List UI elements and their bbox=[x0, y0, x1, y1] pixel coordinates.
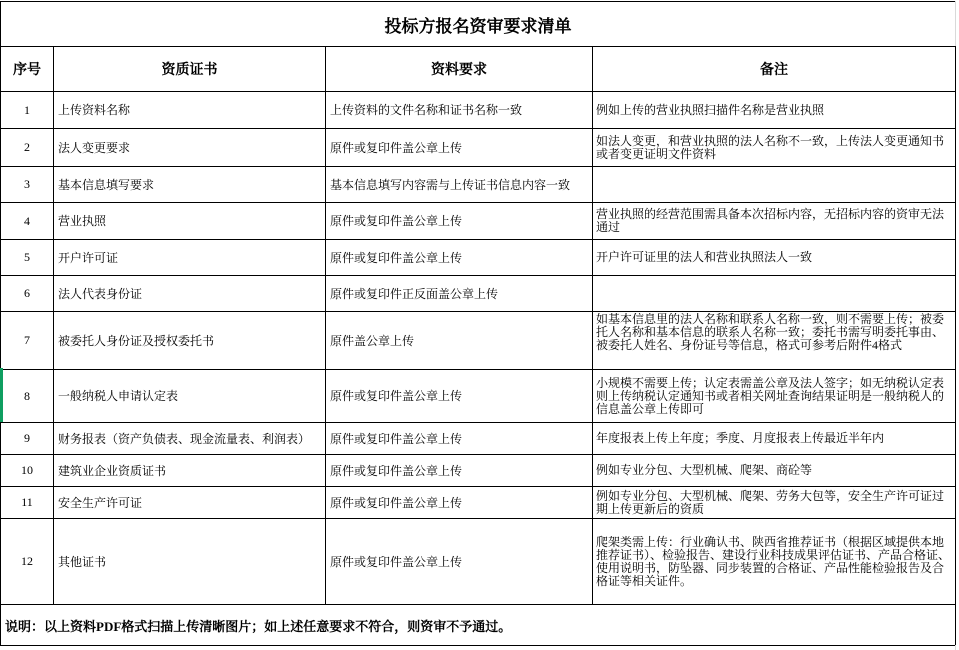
row-7-seq[interactable]: 7 bbox=[1, 312, 54, 370]
table-row bbox=[1, 240, 956, 276]
row-7-note[interactable] bbox=[593, 312, 956, 370]
row-2-cert[interactable]: 法人变更要求 bbox=[54, 129, 326, 167]
row-12-req[interactable]: 原件或复印件盖公章上传 bbox=[326, 519, 593, 605]
table-row bbox=[1, 129, 956, 167]
table-row bbox=[1, 203, 956, 240]
row-5-note[interactable]: 开户许可证里的法人和营业执照法人一致 bbox=[593, 240, 956, 276]
row-11-note[interactable]: 例如专业分包、大型机械、爬架、劳务大包等，安全生产许可证过期上传更新后的资质 bbox=[593, 487, 956, 519]
selected-cell-marker bbox=[0, 368, 3, 422]
footer-row bbox=[1, 605, 956, 646]
row-4-req[interactable]: 原件或复印件盖公章上传 bbox=[326, 203, 593, 240]
table-row bbox=[1, 167, 956, 203]
row-10-seq[interactable]: 10 bbox=[1, 455, 54, 487]
row-4-cert[interactable]: 营业执照 bbox=[54, 203, 326, 240]
requirements-table bbox=[0, 1, 956, 646]
row-6-seq[interactable]: 6 bbox=[1, 276, 54, 312]
row-10-cert[interactable]: 建筑业企业资质证书 bbox=[54, 455, 326, 487]
header-cert[interactable]: 资质证书 bbox=[54, 47, 326, 92]
row-6-cert[interactable]: 法人代表身份证 bbox=[54, 276, 326, 312]
row-3-note[interactable] bbox=[593, 167, 956, 203]
row-11-cert[interactable]: 安全生产许可证 bbox=[54, 487, 326, 519]
row-11-req[interactable]: 原件或复印件盖公章上传 bbox=[326, 487, 593, 519]
row-2-note[interactable]: 如法人变更，和营业执照的法人名称不一致，上传法人变更通知书或者变更证明文件资料 bbox=[593, 129, 956, 167]
row-2-req[interactable]: 原件或复印件盖公章上传 bbox=[326, 129, 593, 167]
table-row bbox=[1, 276, 956, 312]
table-row bbox=[1, 455, 956, 487]
header-req[interactable]: 资料要求 bbox=[326, 47, 593, 92]
title-row bbox=[1, 2, 956, 47]
row-12-cert[interactable]: 其他证书 bbox=[54, 519, 326, 605]
table-row bbox=[1, 92, 956, 129]
page-title[interactable]: 投标方报名资审要求清单 bbox=[1, 2, 956, 47]
row-12-seq[interactable]: 12 bbox=[1, 519, 54, 605]
row-11-seq[interactable]: 11 bbox=[1, 487, 54, 519]
row-8-req[interactable]: 原件或复印件盖公章上传 bbox=[326, 370, 593, 423]
row-8-cert[interactable]: 一般纳税人申请认定表 bbox=[54, 370, 326, 423]
table-row bbox=[1, 312, 956, 370]
gridline-stub bbox=[955, 645, 956, 650]
row-6-req[interactable]: 原件或复印件正反面盖公章上传 bbox=[326, 276, 593, 312]
row-9-seq[interactable]: 9 bbox=[1, 423, 54, 455]
footer-note[interactable]: 说明：以上资料PDF格式扫描上传清晰图片；如上述任意要求不符合，则资审不予通过。 bbox=[1, 605, 956, 646]
row-4-note[interactable]: 营业执照的经营范围需具备本次招标内容，无招标内容的资审无法通过 bbox=[593, 203, 956, 240]
row-9-req[interactable]: 原件或复印件盖公章上传 bbox=[326, 423, 593, 455]
row-6-note[interactable] bbox=[593, 276, 956, 312]
row-12-note[interactable]: 爬架类需上传：行业确认书、陕西省推荐证书（根据区域提供本地推荐证书）、检验报告、建设行业科技成果评估证书、产品合格证、使用说明书，防坠器、同步装置的合格证、产品性能检验报告及合格证等相关证件。 bbox=[593, 519, 956, 605]
table-row bbox=[1, 487, 956, 519]
row-10-req[interactable]: 原件或复印件盖公章上传 bbox=[326, 455, 593, 487]
row-1-note[interactable]: 例如上传的营业执照扫描件名称是营业执照 bbox=[593, 92, 956, 129]
table-header-row bbox=[1, 47, 956, 92]
row-7-note-text: 如基本信息里的法人名称和联系人名称一致，则不需要上传；被委托人名称和基本信息的联系人名称一致；委托书需写明委托事由、被委托人姓名、身份证号等信息，格式可参考后附件4格式 bbox=[596, 313, 945, 352]
row-3-cert[interactable]: 基本信息填写要求 bbox=[54, 167, 326, 203]
row-1-cert[interactable]: 上传资料名称 bbox=[54, 92, 326, 129]
row-8-seq[interactable]: 8 bbox=[1, 370, 54, 423]
row-7-req[interactable]: 原件盖公章上传 bbox=[326, 312, 593, 370]
table-row bbox=[1, 370, 956, 423]
row-8-note[interactable]: 小规模不需要上传；认定表需盖公章及法人签字；如无纳税认定表则上传纳税认定通知书或者相关网址查询结果证明是一般纳税人的信息盖公章上传即可 bbox=[593, 370, 956, 423]
table-row bbox=[1, 519, 956, 605]
row-3-req[interactable]: 基本信息填写内容需与上传证书信息内容一致 bbox=[326, 167, 593, 203]
header-seq[interactable]: 序号 bbox=[1, 47, 54, 92]
row-5-req[interactable]: 原件或复印件盖公章上传 bbox=[326, 240, 593, 276]
row-2-seq[interactable]: 2 bbox=[1, 129, 54, 167]
row-4-seq[interactable]: 4 bbox=[1, 203, 54, 240]
row-9-note[interactable]: 年度报表上传上年度；季度、月度报表上传最近半年内 bbox=[593, 423, 956, 455]
row-10-note[interactable]: 例如专业分包、大型机械、爬架、商砼等 bbox=[593, 455, 956, 487]
row-7-cert[interactable]: 被委托人身份证及授权委托书 bbox=[54, 312, 326, 370]
row-5-seq[interactable]: 5 bbox=[1, 240, 54, 276]
header-note[interactable]: 备注 bbox=[593, 47, 956, 92]
table-row bbox=[1, 423, 956, 455]
row-1-req[interactable]: 上传资料的文件名称和证书名称一致 bbox=[326, 92, 593, 129]
row-1-seq[interactable]: 1 bbox=[1, 92, 54, 129]
row-3-seq[interactable]: 3 bbox=[1, 167, 54, 203]
row-5-cert[interactable]: 开户许可证 bbox=[54, 240, 326, 276]
row-9-cert[interactable]: 财务报表（资产负债表、现金流量表、利润表） bbox=[54, 423, 326, 455]
